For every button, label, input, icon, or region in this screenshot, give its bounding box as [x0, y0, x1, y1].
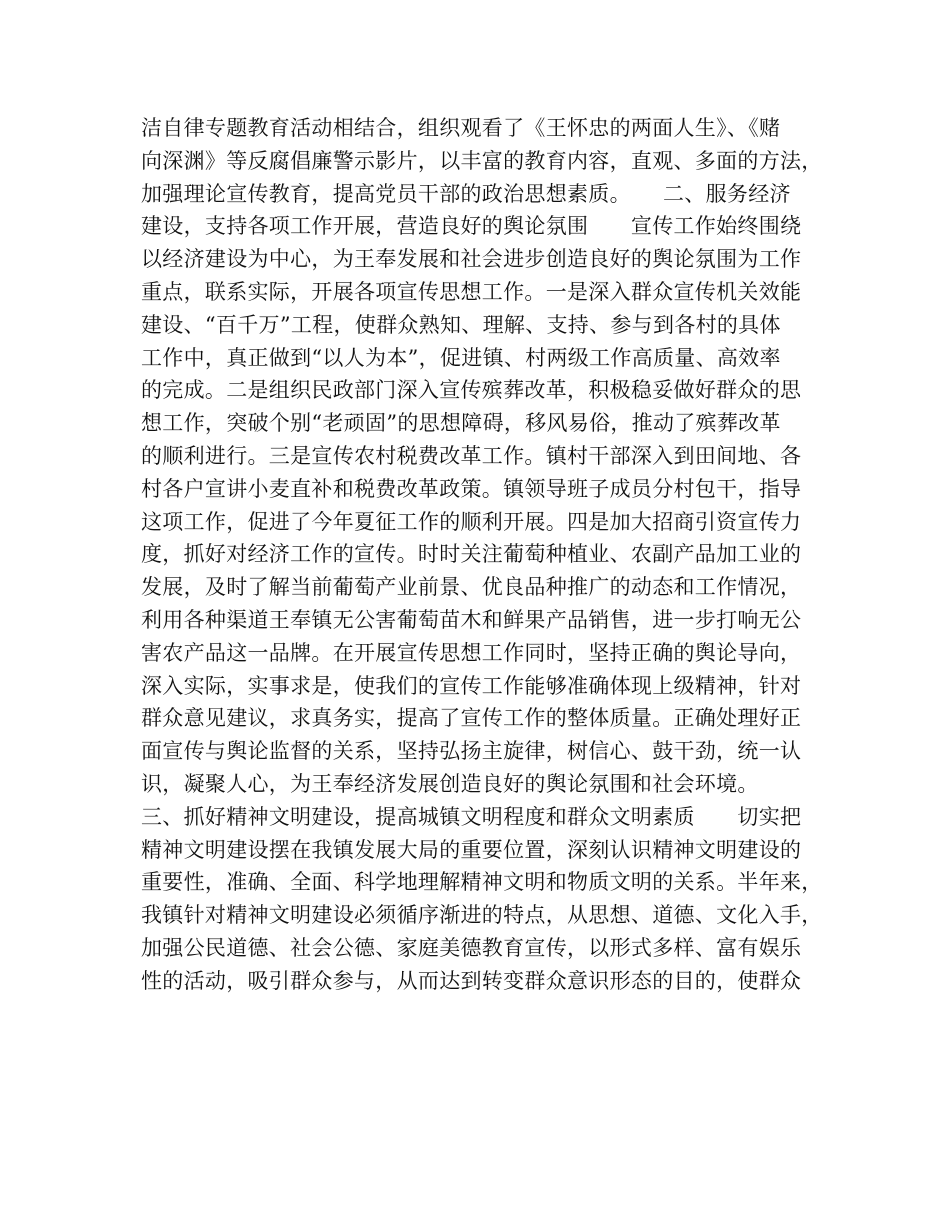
text-line: 深入实际，实事求是，使我们的宣传工作能够准确体现上级精神，针对	[141, 673, 802, 698]
text-line: 这项工作，促进了今年夏征工作的顺利开展。四是加大招商引资宣传力	[141, 509, 802, 534]
text-line: 的顺利进行。三是宣传农村税费改革工作。镇村干部深入到田间地、各	[141, 443, 802, 468]
text-line: 加强理论宣传教育，提高党员干部的政治思想素质。 二、服务经济	[141, 181, 791, 206]
body-text	[141, 112, 821, 998]
text-line: 建设、“百千万”工程，使群众熟知、理解、支持、参与到各村的具体	[141, 312, 781, 337]
text-line: 发展，及时了解当前葡萄产业前景、优良品种推广的动态和工作情况，	[141, 575, 802, 600]
text-line: 重要性，准确、全面、科学地理解精神文明和物质文明的关系。半年来，	[141, 870, 823, 895]
text-line: 群众意见建议，求真务实，提高了宣传工作的整体质量。正确处理好正	[141, 706, 802, 731]
text-line: 向深渊》等反腐倡廉警示影片，以丰富的教育内容，直观、多面的方法，	[141, 148, 823, 173]
text-line: 建设，支持各项工作开展，营造良好的舆论氛围 宣传工作始终围绕	[141, 214, 802, 239]
text-line: 重点，联系实际，开展各项宣传思想工作。一是深入群众宣传机关效能	[141, 279, 802, 304]
text-line: 度，抓好对经济工作的宣传。时时关注葡萄种植业、农副产品加工业的	[141, 542, 802, 567]
text-line: 的完成。二是组织民政部门深入宣传殡葬改革，积极稳妥做好群众的思	[141, 378, 802, 403]
text-line: 三、抓好精神文明建设，提高城镇文明程度和群众文明素质 切实把	[141, 804, 802, 829]
text-line: 我镇针对精神文明建设必须循序渐进的特点，从思想、道德、文化入手，	[141, 903, 823, 928]
text-line: 想工作，突破个别“老顽固”的思想障碍，移风易俗，推动了殡葬改革	[141, 411, 781, 436]
text-line: 害农产品这一品牌。在开展宣传思想工作同时，坚持正确的舆论导向，	[141, 640, 802, 665]
text-line: 加强公民道德、社会公德、家庭美德教育宣传，以形式多样、富有娱乐	[141, 935, 802, 960]
text-line: 面宣传与舆论监督的关系，坚持弘扬主旋律，树信心、鼓干劲，统一认	[141, 739, 802, 764]
text-line: 工作中，真正做到“以人为本”，促进镇、村两级工作高质量、高效率	[141, 345, 781, 370]
text-line: 利用各种渠道王奉镇无公害葡萄苗木和鲜果产品销售，进一步打响无公	[141, 607, 802, 632]
text-line: 村各户宣讲小麦直补和税费改革政策。镇领导班子成员分村包干，指导	[141, 476, 802, 501]
text-line: 洁自律专题教育活动相结合，组织观看了《王怀忠的两面人生》、《赌	[141, 116, 781, 140]
text-line: 性的活动，吸引群众参与，从而达到转变群众意识形态的目的，使群众	[141, 968, 802, 993]
text-line: 识，凝聚人心，为王奉经济发展创造良好的舆论氛围和社会环境。	[141, 771, 759, 796]
text-line: 以经济建设为中心，为王奉发展和社会进步创造良好的舆论氛围为工作	[141, 247, 802, 272]
text-line: 精神文明建设摆在我镇发展大局的重要位置，深刻认识精神文明建设的	[141, 837, 802, 862]
